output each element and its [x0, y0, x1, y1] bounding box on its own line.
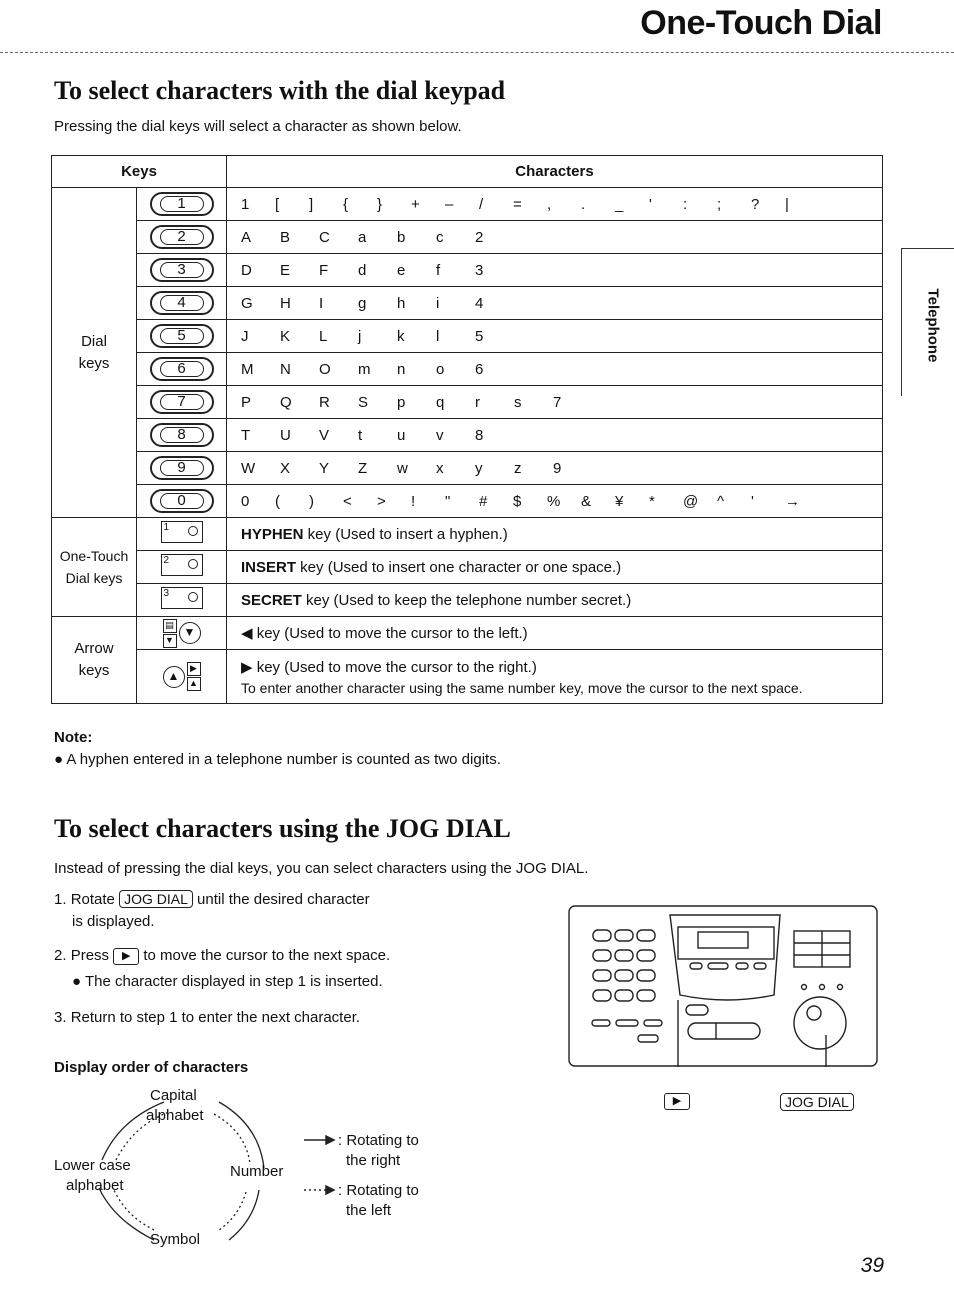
character: S	[358, 393, 369, 411]
dial-key-characters	[227, 254, 883, 287]
dial-key-characters	[227, 353, 883, 386]
character: q	[436, 393, 445, 411]
onetouch-key-cell	[137, 551, 227, 584]
dial-key-row	[52, 254, 883, 287]
col-header-keys: Keys	[52, 156, 227, 188]
character: E	[280, 261, 291, 279]
character: C	[319, 228, 330, 246]
character: k	[397, 327, 405, 345]
onetouch-key-icon: 2	[161, 554, 203, 576]
legend-right-b: the right	[346, 1152, 401, 1169]
character: :	[683, 195, 688, 213]
fax-machine-illustration	[568, 905, 878, 1067]
step-3: 3. Return to step 1 to enter the next character.	[54, 1009, 361, 1026]
cycle-capital: Capital	[150, 1087, 197, 1104]
dial-key-row	[52, 452, 883, 485]
character: x	[436, 459, 444, 477]
character: c	[436, 228, 444, 246]
character: b	[397, 228, 406, 246]
arrow-right-desc: ▶ key (Used to move the cursor to the right.)	[241, 658, 537, 676]
note-text: ● A hyphen entered in a telephone number is counted as two digits.	[54, 751, 501, 768]
character: Q	[280, 393, 292, 411]
dial-key-icon: 8	[150, 423, 214, 447]
character: –	[445, 195, 454, 213]
dial-key-cell	[137, 221, 227, 254]
fax-jog-dial-label: JOG DIAL	[780, 1093, 854, 1112]
character: +	[411, 195, 420, 213]
onetouch-key-icon: 1	[161, 521, 203, 543]
character: m	[358, 360, 371, 378]
character: I	[319, 294, 324, 312]
dial-key-cell	[137, 452, 227, 485]
step-1: 1. Rotate JOG DIAL until the desired character	[54, 891, 370, 908]
dial-key-icon: 5	[150, 324, 214, 348]
arrow-key-right-cell	[137, 650, 227, 704]
arrow-left-desc: ◀ key (Used to move the cursor to the left.)	[227, 617, 883, 650]
character: g	[358, 294, 367, 312]
character: ]	[309, 195, 314, 213]
onetouch-keys-group-label: One-Touch Dial keys	[52, 518, 137, 617]
arrow-keys-group-label: Arrow keys	[52, 617, 137, 704]
dial-key-cell	[137, 485, 227, 518]
character: u	[397, 426, 406, 444]
character: .	[581, 195, 586, 213]
legend-left-a: : Rotating to	[338, 1182, 419, 1199]
character: 3	[475, 261, 484, 279]
character: U	[280, 426, 291, 444]
character: F	[319, 261, 329, 279]
dial-key-icon: 7	[150, 390, 214, 414]
character: Z	[358, 459, 368, 477]
character: %	[547, 492, 561, 510]
character: {	[343, 195, 349, 213]
dial-key-cell	[137, 386, 227, 419]
dial-key-icon: 2	[150, 225, 214, 249]
legend-left-b: the left	[346, 1202, 392, 1219]
character: @	[683, 492, 699, 510]
fax-forward-key: ▶	[664, 1093, 690, 1111]
dial-key-icon: 1	[150, 192, 214, 216]
dial-key-cell	[137, 353, 227, 386]
character: →	[785, 492, 800, 510]
arrow-key-left-cell	[137, 617, 227, 650]
cycle-number: Number	[230, 1163, 284, 1180]
onetouch-key-cell	[137, 584, 227, 617]
character: t	[358, 426, 363, 444]
display-order-label: Display order of characters	[54, 1059, 249, 1076]
dial-key-row	[52, 419, 883, 452]
character: a	[358, 228, 367, 246]
character: #	[479, 492, 488, 510]
menu-icon: ▤	[163, 619, 177, 633]
note-label: Note:	[54, 729, 93, 746]
dial-key-row	[52, 287, 883, 320]
character: s	[514, 393, 522, 411]
character: 1	[241, 195, 250, 213]
character: |	[785, 195, 789, 213]
character: 2	[475, 228, 484, 246]
dial-key-characters	[227, 320, 883, 353]
cycle-symbol: Symbol	[150, 1231, 201, 1248]
character: N	[280, 360, 291, 378]
right-arrow-icon: ▶	[187, 662, 201, 676]
step-2: 2. Press ▶ to move the cursor to the next space.	[54, 947, 391, 964]
page-number: 39	[860, 1254, 884, 1277]
jog-dial-key-label: JOG DIAL	[119, 890, 193, 908]
character: R	[319, 393, 330, 411]
character: z	[514, 459, 522, 477]
dial-key-row	[52, 485, 883, 518]
dial-key-row	[52, 320, 883, 353]
dial-key-icon: 9	[150, 456, 214, 480]
character: r	[475, 393, 480, 411]
character: =	[513, 195, 522, 213]
dial-key-cell	[137, 320, 227, 353]
character: D	[241, 261, 252, 279]
character: 4	[475, 294, 484, 312]
dial-key-characters	[227, 485, 883, 518]
cycle-lower: Lower case	[54, 1157, 131, 1174]
character: O	[319, 360, 331, 378]
character: p	[397, 393, 406, 411]
dial-keys-group-label: Dial keys	[52, 188, 137, 518]
character: $	[513, 492, 522, 510]
dial-key-characters	[227, 452, 883, 485]
section-heading-jog: To select characters using the JOG DIAL	[54, 814, 511, 843]
character: L	[319, 327, 328, 345]
character: B	[280, 228, 291, 246]
dial-key-characters	[227, 188, 883, 221]
onetouch-key-desc: HYPHEN key (Used to insert a hyphen.)	[227, 518, 883, 551]
character: ,	[547, 195, 552, 213]
section-intro-jog: Instead of pressing the dial keys, you can select characters using the JOG DIAL.	[54, 860, 589, 877]
onetouch-key-desc: SECRET key (Used to keep the telephone number secret.)	[227, 584, 883, 617]
character: T	[241, 426, 251, 444]
step-2-bullet: ● The character displayed in step 1 is inserted.	[72, 973, 383, 990]
dial-key-icon: 0	[150, 489, 214, 513]
character: ¥	[615, 492, 624, 510]
character: }	[377, 195, 383, 213]
character: '	[649, 195, 652, 213]
step-1-cont: is displayed.	[72, 913, 155, 930]
character: e	[397, 261, 406, 279]
character: j	[358, 327, 362, 345]
character: h	[397, 294, 406, 312]
character: Y	[319, 459, 330, 477]
character: <	[343, 492, 352, 510]
character: 6	[475, 360, 484, 378]
dial-key-cell	[137, 188, 227, 221]
down-arrow-icon: ▼	[163, 634, 177, 648]
cycle-alphabet: alphabet	[146, 1107, 204, 1124]
character: i	[436, 294, 440, 312]
character: /	[479, 195, 484, 213]
character: *	[649, 492, 655, 510]
arrow-right-desc-cell	[227, 650, 883, 704]
character: _	[615, 195, 624, 213]
dial-key-characters	[227, 287, 883, 320]
dial-key-icon: 6	[150, 357, 214, 381]
character: ;	[717, 195, 722, 213]
header-divider	[0, 52, 954, 53]
onetouch-key-row	[52, 584, 883, 617]
dial-key-row	[52, 188, 883, 221]
character: d	[358, 261, 367, 279]
character: f	[436, 261, 441, 279]
character: G	[241, 294, 253, 312]
character: '	[751, 492, 754, 510]
legend-right-a: : Rotating to	[338, 1132, 419, 1149]
page-header-title: One-Touch Dial	[640, 4, 882, 42]
character: P	[241, 393, 252, 411]
onetouch-key-cell	[137, 518, 227, 551]
character: 7	[553, 393, 562, 411]
character: A	[241, 228, 252, 246]
arrow-right-note: To enter another character using the same number key, move the cursor to the next space.	[241, 679, 803, 696]
character: J	[241, 327, 249, 345]
dial-key-cell	[137, 419, 227, 452]
character: w	[397, 459, 408, 477]
dial-key-characters	[227, 221, 883, 254]
character: "	[445, 492, 451, 510]
onetouch-key-icon: 3	[161, 587, 203, 609]
character: >	[377, 492, 386, 510]
onetouch-key-row	[52, 518, 883, 551]
up-circle-icon: ▲	[163, 666, 185, 688]
dial-key-row	[52, 353, 883, 386]
forward-key-icon: ▶	[113, 948, 139, 965]
col-header-characters: Characters	[227, 156, 883, 188]
character: [	[275, 195, 280, 213]
dial-key-icon: 4	[150, 291, 214, 315]
dial-key-row	[52, 221, 883, 254]
down-circle-icon: ▼	[179, 622, 201, 644]
character: v	[436, 426, 444, 444]
character: )	[309, 492, 314, 510]
character: !	[411, 492, 416, 510]
character: W	[241, 459, 256, 477]
character: &	[581, 492, 592, 510]
character: y	[475, 459, 483, 477]
onetouch-key-row	[52, 551, 883, 584]
dial-key-row	[52, 386, 883, 419]
character: V	[319, 426, 330, 444]
dial-key-characters	[227, 386, 883, 419]
character: H	[280, 294, 291, 312]
character: M	[241, 360, 254, 378]
character: 8	[475, 426, 484, 444]
character: o	[436, 360, 445, 378]
character: K	[280, 327, 291, 345]
dial-key-cell	[137, 287, 227, 320]
onetouch-key-desc: INSERT key (Used to insert one character or one space.)	[227, 551, 883, 584]
up-arrow-icon: ▲	[187, 677, 201, 691]
keys-characters-table	[51, 155, 883, 704]
character: (	[275, 492, 280, 510]
character: 5	[475, 327, 484, 345]
character: n	[397, 360, 406, 378]
section-heading-keypad: To select characters with the dial keypad	[54, 76, 506, 105]
section-intro-keypad: Pressing the dial keys will select a character as shown below.	[54, 118, 462, 135]
character: X	[280, 459, 291, 477]
character: ?	[751, 195, 760, 213]
dial-key-characters	[227, 419, 883, 452]
character: 9	[553, 459, 562, 477]
cycle-lower2: alphabet	[66, 1177, 124, 1194]
character: 0	[241, 492, 250, 510]
character: l	[436, 327, 440, 345]
character: ^	[717, 492, 725, 510]
side-tab-label: Telephone	[924, 288, 942, 362]
dial-key-icon: 3	[150, 258, 214, 282]
dial-key-cell	[137, 254, 227, 287]
